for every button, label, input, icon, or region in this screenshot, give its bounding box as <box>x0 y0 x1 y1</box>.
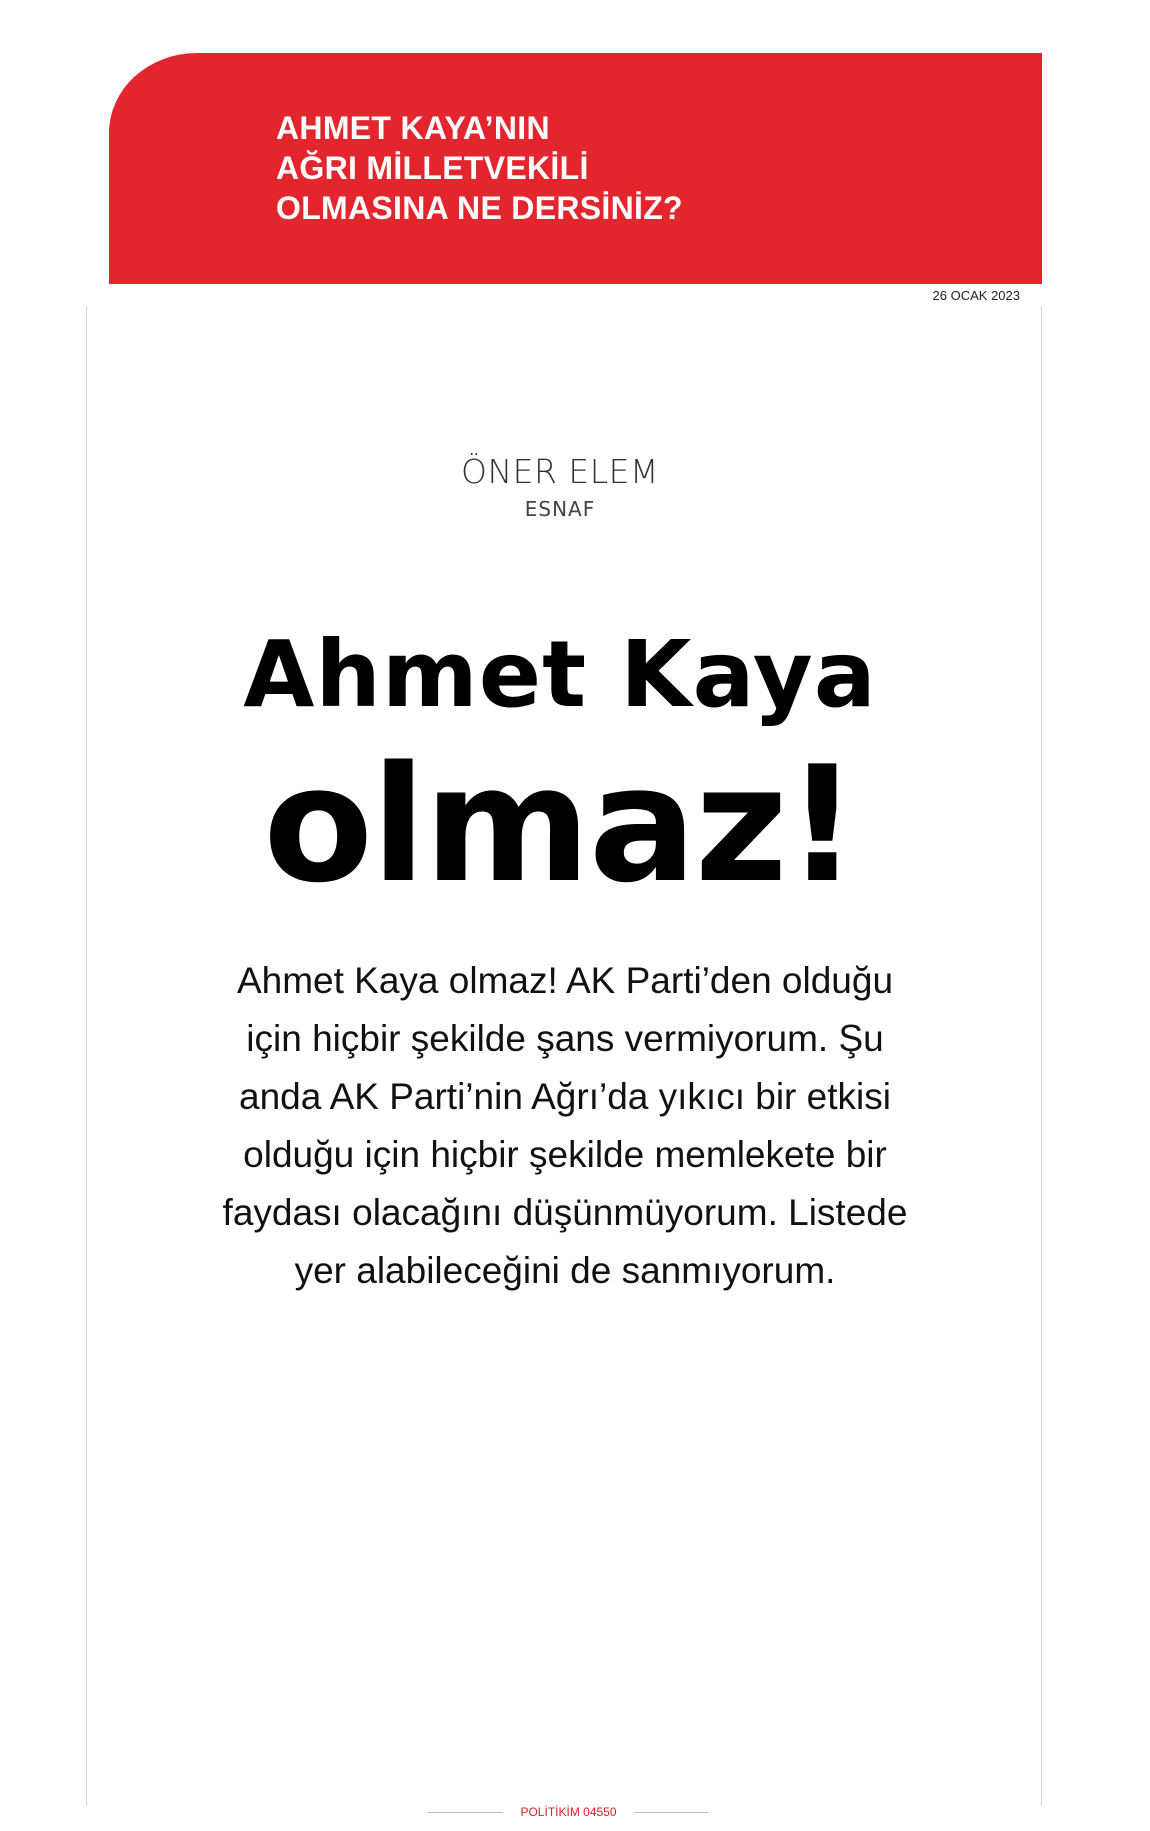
body-line-1: Ahmet Kaya olmaz! AK Parti’den olduğu <box>236 960 894 1001</box>
body-text <box>210 952 920 1300</box>
title-line-1: AHMET KAYA’NIN <box>276 110 550 146</box>
footer-rule-left <box>428 1812 503 1813</box>
issue-date: 26 OCAK 2023 <box>932 288 1020 303</box>
footer-rule-right <box>634 1812 708 1813</box>
headline-line-1: Ahmet Kaya <box>243 621 877 728</box>
page-title <box>276 108 683 228</box>
author-name: ÖNER ELEM <box>461 452 659 491</box>
body-line-2: için hiçbir şekilde şans vermiyorum. Şu <box>246 1018 884 1059</box>
author-role: ESNAF <box>524 497 596 521</box>
body-line-4: olduğu için hiçbir şekilde memlekete bir <box>243 1134 887 1175</box>
body-line-3: anda AK Parti’nin Ağrı’da yıkıcı bir etkisi <box>239 1076 891 1117</box>
title-line-3: OLMASINA NE DERSİNİZ? <box>276 190 683 226</box>
frame-border-right <box>1041 306 1042 1806</box>
footer-page-label: POLİTİKİM 04550 <box>520 1805 617 1819</box>
frame-border-left <box>86 306 87 1806</box>
body-line-6: yer alabileceğini de sanmıyorum. <box>294 1250 836 1291</box>
headline-line-2: olmaz! <box>263 731 857 918</box>
title-line-2: AĞRI MİLLETVEKİLİ <box>276 150 589 186</box>
body-line-5: faydası olacağını düşünmüyorum. Listede <box>222 1192 908 1233</box>
